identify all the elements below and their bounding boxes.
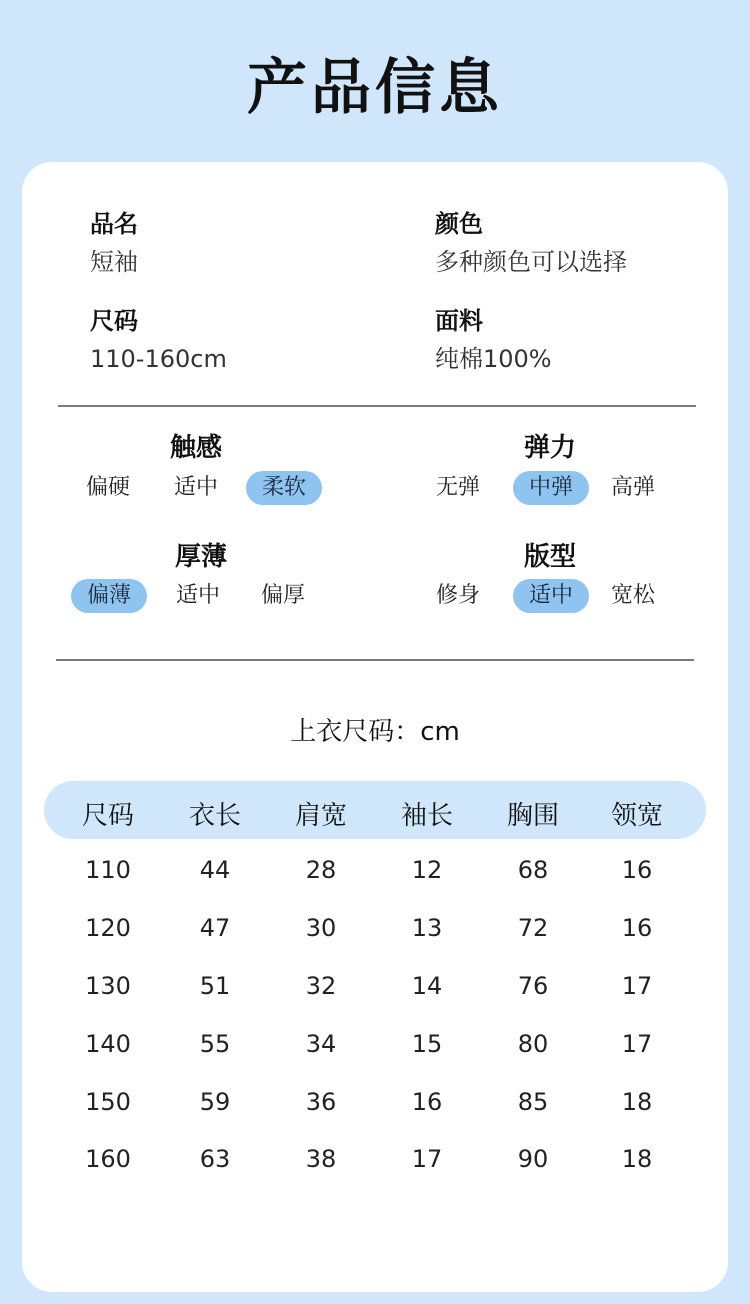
cell-collar: 17 [621,972,653,1000]
cell-length: 55 [199,1030,231,1058]
fit-option-slim: 修身 [435,583,480,608]
info-color [435,208,627,278]
cell-chest: 68 [517,856,549,884]
info-fabric [435,305,552,375]
header-sleeve: 袖长 [400,801,453,831]
cell-collar: 17 [621,1030,653,1058]
fabric-value: 纯棉100% [435,345,552,373]
divider-bottom [56,659,694,661]
cell-length: 47 [199,914,231,942]
cell-sleeve: 17 [411,1145,443,1173]
cell-shoulder: 28 [305,856,337,884]
name-label: 品名 [90,210,138,238]
fit-title: 版型 [523,542,576,572]
cell-collar: 16 [621,914,653,942]
cell-chest: 85 [517,1088,549,1116]
cell-size: 140 [85,1030,131,1058]
name-value: 短袖 [90,248,138,276]
header-length: 衣长 [188,801,241,831]
fit-option-loose: 宽松 [610,583,655,608]
cell-length: 63 [199,1145,231,1173]
cell-sleeve: 14 [411,972,443,1000]
cell-sleeve: 15 [411,1030,443,1058]
cell-sleeve: 13 [411,914,443,942]
elasticity-option-high: 高弹 [610,475,655,500]
elasticity-title: 弹力 [523,433,576,463]
cell-length: 44 [199,856,231,884]
header-shoulder: 肩宽 [294,801,347,831]
cell-shoulder: 30 [305,914,337,942]
cell-collar: 18 [621,1088,653,1116]
cell-shoulder: 32 [305,972,337,1000]
cell-sleeve: 16 [411,1088,443,1116]
touch-option-hard: 偏硬 [85,475,130,500]
cell-chest: 90 [517,1145,549,1173]
cell-shoulder: 36 [305,1088,337,1116]
cell-chest: 80 [517,1030,549,1058]
cell-collar: 16 [621,856,653,884]
cell-shoulder: 38 [305,1145,337,1173]
divider-top [58,405,696,407]
touch-option-soft: 柔软 [246,471,322,505]
cell-chest: 72 [517,914,549,942]
touch-option-medium: 适中 [173,475,218,500]
cell-size: 110 [85,856,131,884]
cell-length: 59 [199,1088,231,1116]
size-table-header [44,781,706,839]
size-label: 尺码 [90,307,138,335]
cell-collar: 18 [621,1145,653,1173]
info-size [90,305,227,375]
thickness-option-thin: 偏薄 [71,579,147,613]
thickness-title: 厚薄 [174,542,227,572]
size-table-title: 上衣尺码：cm [290,717,460,747]
cell-length: 51 [199,972,231,1000]
color-value: 多种颜色可以选择 [435,248,627,276]
cell-size: 160 [85,1145,131,1173]
elasticity-option-medium: 中弹 [513,471,589,505]
fit-option-regular: 适中 [513,579,589,613]
color-label: 颜色 [435,210,483,238]
touch-title: 触感 [169,433,222,463]
header-size: 尺码 [81,801,134,831]
fabric-label: 面料 [435,307,483,335]
header-chest: 胸围 [506,801,559,831]
elasticity-option-none: 无弹 [435,475,480,500]
thickness-option-medium: 适中 [175,583,220,608]
size-value: 110-160cm [90,345,227,373]
cell-chest: 76 [517,972,549,1000]
cell-shoulder: 34 [305,1030,337,1058]
header-collar: 领宽 [610,801,663,831]
cell-sleeve: 12 [411,856,443,884]
cell-size: 150 [85,1088,131,1116]
cell-size: 130 [85,972,131,1000]
info-name [90,208,138,278]
cell-size: 120 [85,914,131,942]
thickness-option-thick: 偏厚 [260,583,305,608]
page-title: 产品信息 [247,53,503,123]
